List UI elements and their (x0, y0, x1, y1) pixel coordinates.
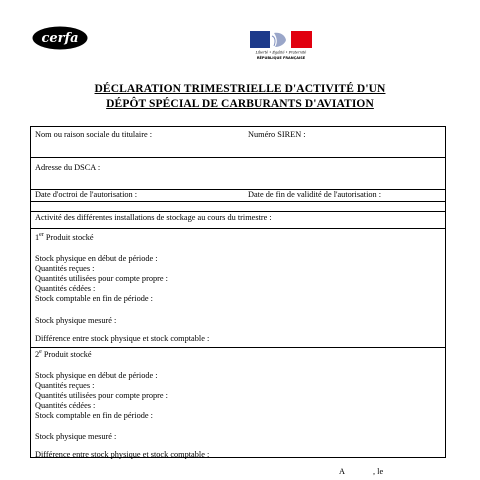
cerfa-logo-text: cerfa (41, 31, 79, 46)
row-divider (31, 228, 445, 229)
validity-end-date-label: Date de fin de validité de l'autorisation : (248, 190, 382, 199)
product-1-closing-stock-label: Stock comptable en fin de période : (35, 294, 153, 303)
declaration-form (30, 126, 446, 458)
product-2-opening-stock-label: Stock physique en début de période : (35, 371, 158, 380)
activity-label: Activité des différentes installations de stockage au cours du trimestre : (35, 213, 272, 222)
date-label: , le (373, 467, 384, 476)
product-2-transferred-label: Quantités cédées : (35, 401, 96, 410)
product-1-own-use-label: Quantités utilisées pour compte propre : (35, 274, 168, 283)
product-1-transferred-label: Quantités cédées : (35, 284, 96, 293)
document-title-line-2: DÉPÔT SPÉCIAL DE CARBURANTS D'AVIATION (106, 98, 374, 110)
product-2-received-label: Quantités reçues : (35, 381, 95, 390)
cerfa-logo (32, 26, 88, 50)
row-divider (31, 201, 445, 202)
dsca-address-label: Adresse du DSCA : (35, 163, 101, 172)
republique-francaise-emblem (250, 31, 312, 61)
siren-label: Numéro SIREN : (248, 130, 306, 139)
document-title-line-1: DÉCLARATION TRIMESTRIELLE D'ACTIVITÉ D'UN (94, 83, 386, 95)
product-2-title: 2e Produit stocké (35, 349, 92, 359)
product-divider (31, 347, 445, 348)
product-1-received-label: Quantités reçues : (35, 264, 95, 273)
product-2-difference-label: Différence entre stock physique et stock comptable : (35, 450, 210, 459)
emblem-caption: RÉPUBLIQUE FRANÇAISE (256, 56, 306, 60)
holder-name-label: Nom ou raison sociale du titulaire : (35, 130, 153, 139)
product-1-difference-label: Différence entre stock physique et stock comptable : (35, 334, 210, 343)
product-1-measured-stock-label: Stock physique mesuré : (35, 316, 117, 325)
product-2-closing-stock-label: Stock comptable en fin de période : (35, 411, 153, 420)
row-divider (31, 211, 445, 212)
product-1-title: 1er Produit stocké (35, 232, 94, 242)
emblem-motto: Liberté • Égalité • Fraternité (255, 50, 307, 55)
product-2-own-use-label: Quantités utilisées pour compte propre : (35, 391, 168, 400)
row-divider (31, 157, 445, 158)
product-2-measured-stock-label: Stock physique mesuré : (35, 432, 117, 441)
grant-date-label: Date d'octroi de l'autorisation : (35, 190, 138, 199)
place-label: A (339, 467, 345, 476)
product-1-opening-stock-label: Stock physique en début de période : (35, 254, 158, 263)
